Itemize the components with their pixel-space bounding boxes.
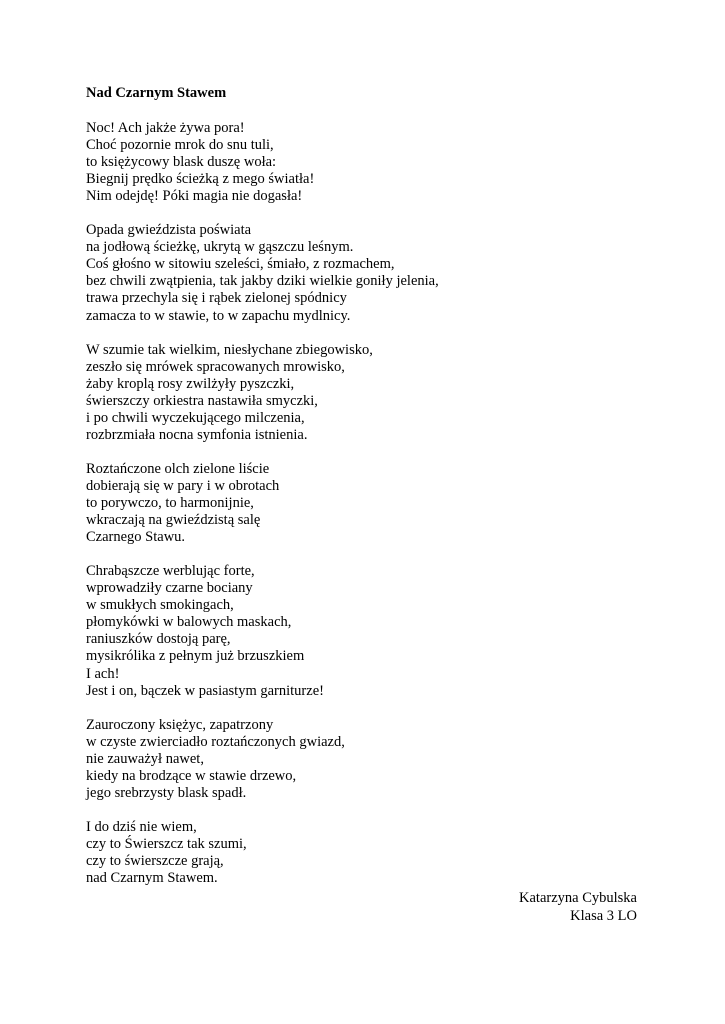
poem-line: Chrabąszcze werblując forte, [86, 563, 255, 580]
poem-line: żaby kroplą rosy zwilżyły pyszczki, [86, 375, 295, 392]
stanza [86, 222, 646, 324]
stanza [86, 717, 646, 802]
stanza [86, 342, 646, 444]
poem-line: Czarnego Stawu. [86, 529, 186, 546]
poem-line: Jest i on, bączek w pasiastym garniturze! [86, 682, 324, 699]
poem-line: rozbrzmiała nocna symfonia istnienia. [86, 426, 308, 443]
stanza [86, 819, 646, 887]
poem-line: Nim odejdę! Póki magia nie dogasła! [86, 188, 303, 205]
poem-line: jego srebrzysty blask spadł. [86, 784, 247, 801]
poem-title: Nad Czarnym Stawem [86, 85, 227, 101]
poem-line: mysikrólika z pełnym już brzuszkiem [86, 648, 305, 665]
poem-line: wprowadziły czarne bociany [86, 580, 253, 597]
poem-line: na jodłową ścieżkę, ukrytą w gąszczu leśnym. [86, 239, 354, 256]
poem-line: nie zauważył nawet, [86, 750, 204, 767]
poem-line: I ach! [86, 665, 120, 682]
poem-line: to porywczo, to harmonijnie, [86, 495, 254, 512]
poem-line: trawa przechyla się i rąbek zielonej spódnicy [86, 290, 347, 307]
poem-line: dobierają się w pary i w obrotach [86, 477, 280, 494]
stanza [86, 563, 646, 699]
poem-line: I do dziś nie wiem, [86, 818, 197, 835]
poem-line: i po chwili wyczekującego milczenia, [86, 409, 305, 426]
poem-line: w smukłych smokingach, [86, 597, 234, 614]
poem-line: zeszło się mrówek spracowanych mrowisko, [86, 358, 345, 375]
poem-line: Noc! Ach jakże żywa pora! [86, 120, 245, 136]
poem-line: czy to Świerszcz tak szumi, [86, 835, 247, 852]
poem-line: W szumie tak wielkim, niesłychane zbiegowisko, [86, 341, 373, 358]
signature [519, 890, 637, 925]
poem-line: kiedy na brodzące w stawie drzewo, [86, 767, 297, 784]
poem-line: czy to świerszcze grają, [86, 853, 224, 870]
poem-line: Biegnij prędko ścieżką z mego światła! [86, 171, 315, 188]
poem-line: Roztańczone olch zielone liście [86, 460, 270, 477]
poem-line: nad Czarnym Stawem. [86, 870, 218, 887]
poem-line: płomykówki w balowych maskach, [86, 614, 292, 631]
poem-line: wkraczają na gwieździstą salę [86, 512, 261, 529]
poem-line: bez chwili zwątpienia, tak jakby dziki wielkie goniły jelenia, [86, 273, 439, 290]
poem-line: Coś głośno w sitowiu szeleści, śmiało, z rozmachem, [86, 256, 395, 273]
poem-line: Zauroczony księżyc, zapatrzony [86, 716, 274, 733]
poem-line: to księżycowy blask duszę woła: [86, 154, 277, 171]
stanza [86, 120, 646, 205]
poem-line: świerszczy orkiestra nastawiła smyczki, [86, 392, 318, 409]
poem-line: Choć pozornie mrok do snu tuli, [86, 137, 274, 154]
poem-line: raniuszków dostoją parę, [86, 631, 231, 648]
author-name: Katarzyna Cybulska [519, 890, 637, 906]
poem-line: Opada gwieździsta poświata [86, 222, 252, 239]
poem-line: zamacza to w stawie, to w zapachu mydlnicy. [86, 307, 351, 324]
stanza [86, 461, 646, 546]
poem-line: w czyste zwierciadło roztańczonych gwiazd, [86, 733, 345, 750]
author-class: Klasa 3 LO [570, 907, 637, 924]
poem-body [86, 120, 646, 904]
